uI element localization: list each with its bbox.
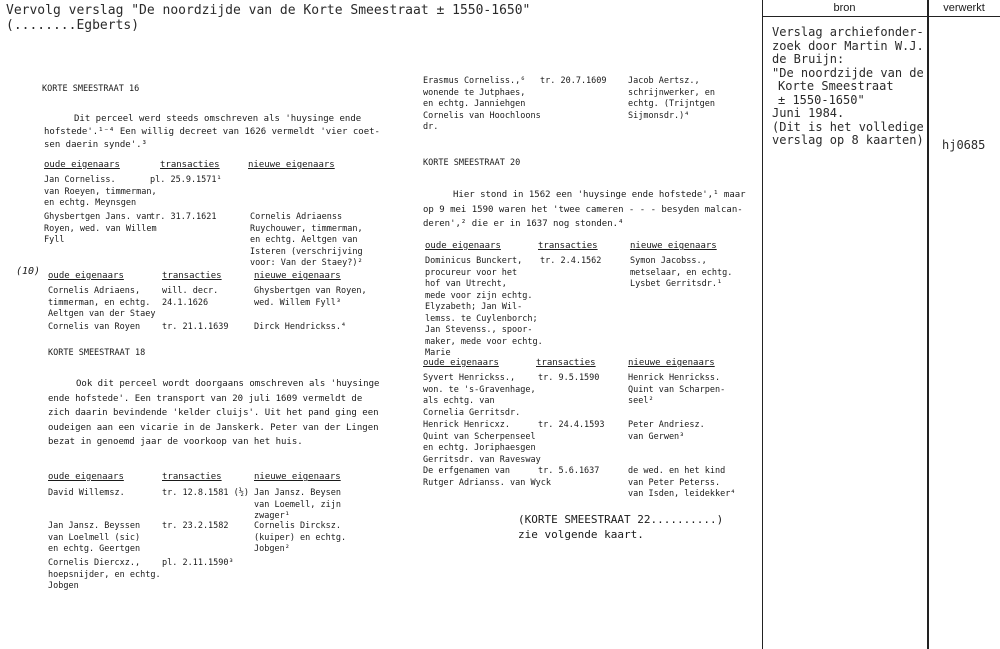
intro-line: oudeigen aan een vicarie in de Janskerk. Peter van der Lingen (48, 422, 379, 433)
page-title: Vervolg verslag "De noordzijde van de Korte Smeestraat ± 1550-1650" (6, 3, 531, 18)
transaction-cell: will. decr. 24.1.1626 (162, 286, 219, 308)
intro-line: sen daerin synde'.³ (44, 140, 147, 150)
new-owner-cell: Peter Andriesz. van Gerwen³ (628, 420, 705, 442)
table-row: David Willemsz. (48, 488, 125, 498)
intro-line: Hier stond in 1562 een 'huysinge ende hofstede',¹ maar (453, 190, 746, 200)
section-heading-ks20: KORTE SMEESTRAAT 20 (423, 158, 521, 168)
ks16b-col-nieuwe: nieuwe eigenaars (254, 271, 341, 281)
bron-line: de Bruijn: (772, 52, 845, 66)
table-row: Dominicus Bunckert, procureur voor het hof van Utrecht, mede voor zijn echtg. Elyzabeth; Jan Wil- lemss. te Cuylenborch; Jan Stevenss., spoor- maker, mede voor echtg. Marie (425, 256, 543, 358)
ks18-col-trans: transacties (162, 472, 222, 482)
intro-line: deren',² die er in 1637 nog stonden.⁴ (423, 219, 624, 229)
table-row: Syvert Henrickss., won. te 's-Gravenhage, als echtg. van Cornelia Gerritsdr. (423, 373, 536, 418)
table-row: Cornelis Diercxz., hoepsnijder, en echtg. Jobgen (48, 558, 161, 591)
verwerkt-column-header: verwerkt (928, 0, 1000, 17)
new-owner-cell: Dirck Hendrickss.⁴ (254, 322, 347, 332)
section-heading-ks16: KORTE SMEESTRAAT 16 (42, 84, 140, 94)
page-subtitle: (........Egberts) (6, 18, 140, 33)
transaction-cell: tr. 12.8.1581 (½) (162, 488, 249, 498)
table-row: De erfgenamen van Rutger Adrianss. van Wyck (423, 466, 551, 488)
new-owner-cell: de wed. en het kind van Peter Peterss. van Isden, leidekker⁴ (628, 466, 736, 499)
intro-line: zich daarin bevindende 'kelder cluijs'. Uit het pand ging een (48, 408, 379, 418)
transaction-cell: pl. 25.9.1571¹ (150, 175, 222, 185)
new-owner-cell: Ghysbertgen van Royen, wed. Willem Fyll³ (254, 286, 367, 308)
table-row: Henrick Henricxz. Quint van Scherpenseel en echtg. Joriphaesgen Gerritsdr. van Ravesway (423, 420, 541, 465)
table-row: Ghysbertgen Jans. van Royen, wed. van Willem Fyll (44, 212, 157, 245)
transaction-cell: tr. 23.2.1582 (162, 521, 229, 531)
new-owner-cell: Henrick Henrickss. Quint van Scharpen- seel² (628, 373, 726, 406)
ks18-intro (48, 377, 379, 450)
transaction-cell: tr. 24.4.1593 (538, 420, 605, 430)
intro-line: op 9 mei 1590 waren het 'twee cameren - - - besyden malcan- (423, 204, 743, 215)
ks16-col-nieuwe: nieuwe eigenaars (248, 160, 335, 170)
transaction-cell: tr. 9.5.1590 (538, 373, 600, 383)
new-owner-cell: Symon Jacobss., metselaar, en echtg. Lysbet Gerritsdr.¹ (630, 256, 733, 289)
ks16-col-trans: transacties (160, 160, 220, 170)
new-owner-cell: Jacob Aertsz., schrijnwerker, en echtg. (Trijntgen Sijmonsdr.)⁴ (628, 76, 715, 121)
ks20b-col-oude: oude eigenaars (423, 358, 499, 368)
bron-line: verslag op 8 kaarten) (772, 133, 924, 147)
transaction-cell: pl. 2.11.1590³ (162, 558, 234, 568)
intro-line: ende hofstede'. Een transport van 20 juli 1609 vermeldt de (48, 393, 363, 404)
ks20b-col-trans: transacties (536, 358, 596, 368)
table-row: Jan Jansz. Beyssen van Loelmell (sic) en echtg. Geertgen (48, 521, 141, 554)
continuation-note: (KORTE SMEESTRAAT 22..........) zie volgende kaart. (518, 513, 724, 541)
intro-line: bezat in genoemd jaar de voorkoop van het huis. (48, 437, 303, 447)
table-row: Cornelis Adriaens, timmerman, en echtg. Aeltgen van der Staey (48, 286, 156, 319)
new-owner-cell: Cornelis Adriaenss Ruychouwer, timmerman, en echtg. Aeltgen van Isteren (verschrijving voor: Van der Staey?)² (250, 212, 363, 268)
verwerkt-code: hj0685 (942, 138, 986, 152)
ks16-intro (44, 113, 380, 152)
ks16b-col-trans: transacties (162, 271, 222, 281)
transaction-cell: tr. 20.7.1609 (540, 76, 607, 86)
ks20-col-oude: oude eigenaars (425, 241, 501, 251)
bron-line: ± 1550-1650" (778, 92, 865, 107)
ks18-col-nieuwe: nieuwe eigenaars (254, 472, 341, 482)
ks16-col-oude: oude eigenaars (44, 160, 120, 170)
transaction-cell: tr. 21.1.1639 (162, 322, 229, 332)
table-row: Jan Corneliss. van Roeyen, timmerman, en echtg. Meynsgen (44, 175, 157, 208)
ks20-intro (423, 188, 746, 232)
transaction-cell: tr. 2.4.1562 (540, 256, 602, 266)
ks16b-col-oude: oude eigenaars (48, 271, 124, 281)
bron-line: zoek door Martin W.J. (772, 38, 924, 53)
bron-column-header: bron (762, 0, 928, 17)
ks18-col-oude: oude eigenaars (48, 472, 124, 482)
section-heading-ks18: KORTE SMEESTRAAT 18 (48, 348, 146, 358)
bron-line: (Dit is het volledige (772, 119, 924, 134)
ks20-col-trans: transacties (538, 241, 598, 251)
ks20b-col-nieuwe: nieuwe eigenaars (628, 358, 715, 368)
bron-line: Juni 1984. (772, 106, 845, 120)
intro-line: Dit perceel werd steeds omschreven als 'huysinge ende (74, 114, 362, 124)
transaction-cell: tr. 31.7.1621 (150, 212, 217, 222)
bron-text (772, 26, 924, 148)
ks20-col-nieuwe: nieuwe eigenaars (630, 241, 717, 251)
bron-line: Korte Smeestraat (778, 79, 894, 93)
bron-line: Verslag archiefonder- (772, 25, 924, 39)
margin-note: (10) (16, 266, 41, 277)
intro-line: hofstede'.¹⁻⁴ Een willig decreet van 1626 vermeldt 'vier coet- (44, 127, 380, 137)
intro-line: Ook dit perceel wordt doorgaans omschreven als 'huysinge (76, 379, 380, 389)
column-divider (927, 0, 929, 649)
new-owner-cell: Cornelis Dircksz. (kuiper) en echtg. Jobgen² (254, 521, 347, 554)
table-row: Cornelis van Royen (48, 322, 141, 332)
bron-line: "De noordzijde van de (772, 65, 924, 80)
table-row: Erasmus Corneliss.,⁶ wonende te Jutphaes, en echtg. Janniehgen Cornelis van Hoochloons dr. (423, 76, 541, 132)
transaction-cell: tr. 5.6.1637 (538, 466, 600, 476)
new-owner-cell: Jan Jansz. Beysen van Loemell, zijn zwager¹ (254, 488, 341, 521)
